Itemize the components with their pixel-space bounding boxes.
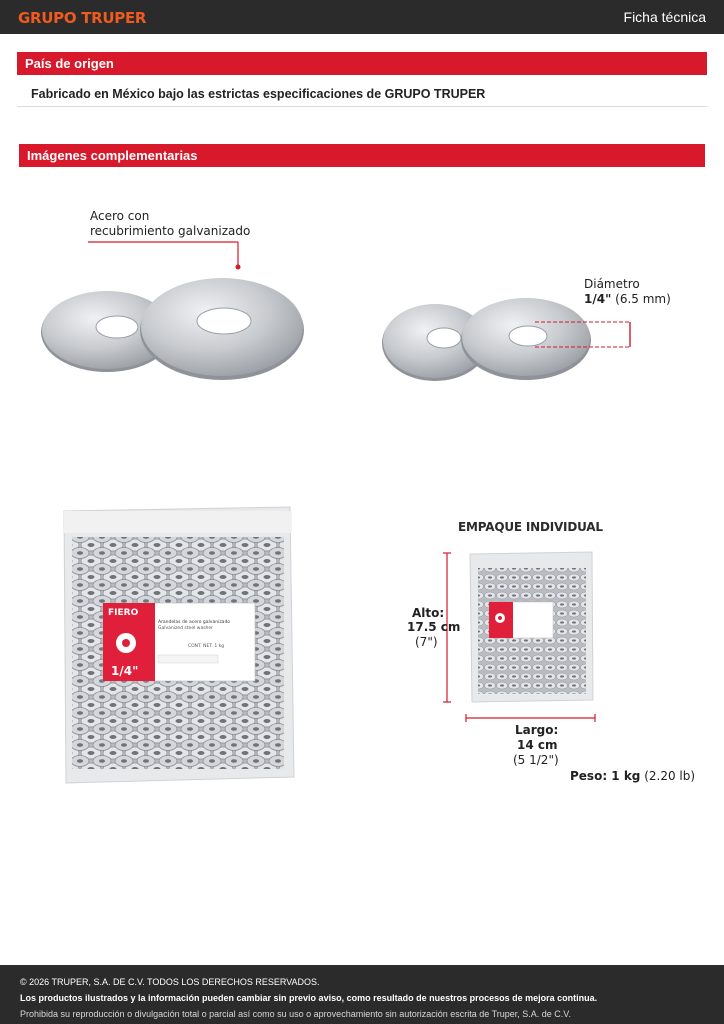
section-title-images: Imágenes complementarias	[19, 144, 705, 167]
alto-label: Alto:	[412, 606, 445, 620]
diameter-metric: (6.5 mm)	[611, 292, 671, 306]
washers-illustration	[30, 200, 330, 400]
section-title-origin: País de origen	[17, 52, 707, 75]
package-photo	[58, 505, 298, 790]
brand-logo: GRUPO TRUPER	[18, 9, 147, 27]
diameter-value: 1/4"	[584, 292, 612, 306]
package-desc-en: Galvanized steel washer	[158, 626, 214, 631]
diameter-label: Diámetro	[584, 277, 640, 291]
washers-diameter-figure	[378, 268, 678, 398]
alto-cm: 17.5 cm	[407, 620, 461, 634]
footer-notice: Los productos ilustrados y la información pueden cambiar sin previo aviso, como resultado de nuestros procesos de mejora continua.	[20, 993, 598, 1003]
doc-type-label: Ficha técnica	[623, 9, 706, 25]
top-bar	[0, 0, 724, 34]
package-size-text: 1/4"	[111, 664, 139, 678]
diameter-value-row	[584, 292, 671, 307]
washers-coating-figure	[30, 200, 330, 400]
peso-lb: (2.20 lb)	[640, 769, 696, 783]
largo-in: (5 1/2")	[513, 753, 559, 767]
packaging-title: EMPAQUE INDIVIDUAL	[458, 520, 603, 534]
largo-cm: 14 cm	[517, 738, 558, 752]
footer	[0, 965, 724, 1024]
peso-row	[570, 769, 695, 784]
alto-in: (7")	[415, 635, 438, 649]
coating-label-line1: Acero con	[90, 209, 150, 223]
package-content: CONT. NET. 1 kg	[188, 644, 225, 649]
package-illustration	[58, 505, 298, 790]
footer-prohibition: Prohibida su reproducción o divulgación total o parcial así como su uso o aprovechamiento sin autorización escrita de Truper, S.A. de C.V.	[20, 1009, 571, 1019]
coating-label-line2: recubrimiento galvanizado	[90, 224, 251, 238]
package-brand-text: FIERO	[108, 608, 139, 618]
packaging-dimensions-figure	[400, 510, 700, 800]
peso-label: Peso: 1 kg	[570, 769, 641, 783]
footer-copyright: © 2026 TRUPER, S.A. DE C.V. TODOS LOS DERECHOS RESERVADOS.	[20, 977, 320, 987]
origin-text: Fabricado en México bajo las estrictas especificaciones de GRUPO TRUPER	[17, 81, 707, 107]
package-desc-es: Arandelas de acero galvanizado	[158, 620, 231, 625]
largo-label: Largo:	[515, 723, 559, 737]
